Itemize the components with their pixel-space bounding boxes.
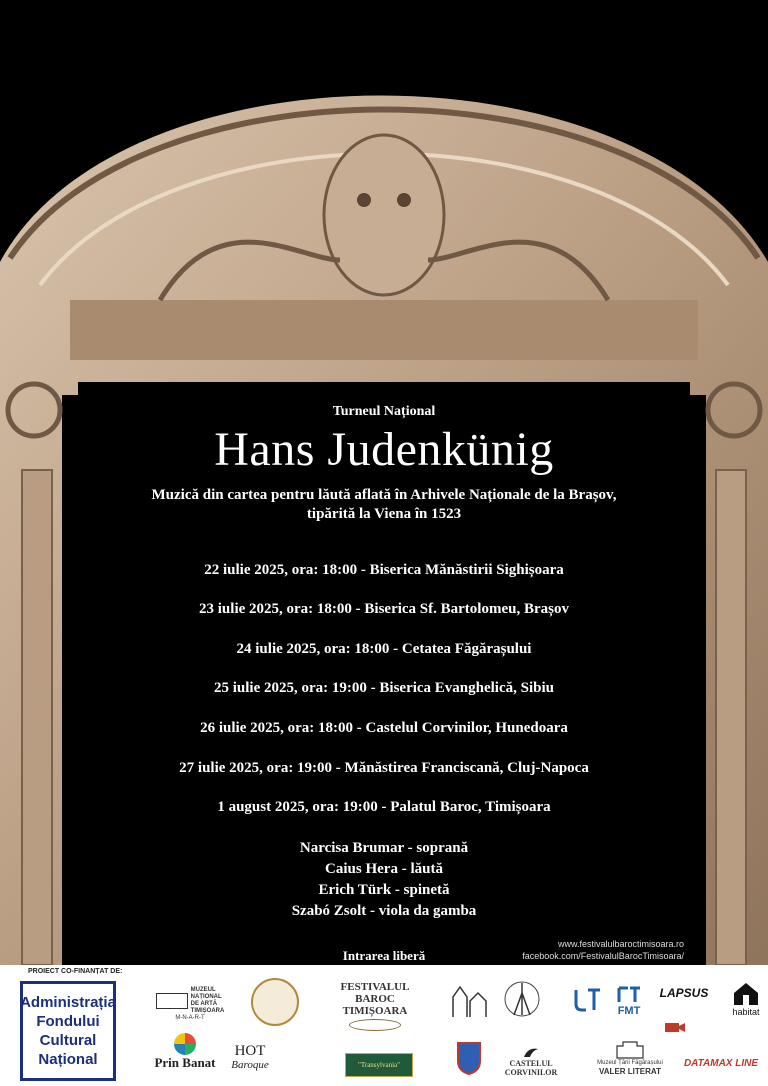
page-title: Hans Judenkünig	[214, 423, 554, 476]
fmt-mark-icon	[616, 985, 642, 1005]
facebook-link[interactable]: facebook.com/FestivalulBarocTimisoara/	[522, 951, 684, 961]
festival-logo	[325, 981, 425, 1031]
fmt-label: FMT	[617, 1005, 641, 1017]
valer-literat-logo	[590, 1037, 670, 1079]
afcn-logo	[20, 981, 116, 1081]
munart-logo	[150, 983, 230, 1025]
ut-icon	[572, 986, 602, 1012]
church-seal-logo	[250, 977, 300, 1027]
valer-line-1: Muzeul Țării Făgărașului	[597, 1060, 663, 1066]
datamax-label: DATAMAX LINE	[683, 1057, 759, 1069]
event-item: 25 iulie 2025, ora: 19:00 - Biserica Evanghelică, Sibiu	[214, 680, 554, 696]
church-sketch-icon	[448, 979, 488, 1019]
web-links	[522, 938, 684, 962]
lapsus-label: LAPSUS	[659, 986, 709, 1000]
ut-logo	[570, 979, 604, 1019]
fmt-logo	[612, 979, 646, 1023]
habitat-logo	[726, 977, 766, 1021]
event-item: 23 iulie 2025, ora: 18:00 - Biserica Sf. Bartolomeu, Brașov	[199, 601, 569, 617]
castelul-corvinilor-logo	[486, 1043, 576, 1079]
raven-icon	[522, 1045, 540, 1059]
munart-line: DE ARTĂ	[190, 1000, 218, 1007]
event-item: 1 august 2025, ora: 19:00 - Palatul Baroc, Timișoara	[217, 799, 551, 815]
website-link[interactable]: www.festivalulbaroctimisoara.ro	[557, 939, 684, 949]
afcn-line: Național	[38, 1051, 98, 1068]
county-crest-logo	[452, 1037, 486, 1079]
description-line-1: Muzică din cartea pentru lăută aflată în Arhivele Naționale de la Brașov,	[151, 487, 617, 503]
cast-member: Narcisa Brumar - soprană	[299, 840, 469, 856]
church-circle-logo	[497, 977, 547, 1021]
munart-line: NAȚIONAL	[190, 993, 222, 1000]
tour-subtitle: Turneul Național	[332, 404, 436, 419]
tour-description	[98, 486, 670, 524]
afcn-line: Administrația	[20, 994, 116, 1011]
fortress-icon	[615, 1040, 645, 1060]
transylvania-logo	[345, 1053, 413, 1077]
baroque-label: Baroque	[231, 1058, 269, 1071]
habitat-label: habitat	[732, 1007, 760, 1017]
munart-mark: M-N-A-R-T	[175, 1014, 205, 1021]
habitat-house-icon	[732, 981, 760, 1007]
festival-line-2: TIMIȘOARA	[342, 1005, 408, 1017]
afcn-line: Cultural	[39, 1032, 97, 1049]
hot-baroque-logo	[218, 1035, 282, 1079]
festival-line-1: FESTIVALUL BAROC	[340, 981, 410, 1005]
afcn-line: Fondului	[36, 1013, 100, 1030]
castelul-label: CASTELUL CORVINILOR	[504, 1059, 558, 1077]
munart-line: TIMIȘOARA	[190, 1007, 225, 1014]
transylvania-label: "Transylvania"	[357, 1061, 400, 1069]
event-item: 22 iulie 2025, ora: 18:00 - Biserica Mănăstirii Sighișoara	[204, 562, 564, 578]
flower-icon	[174, 1033, 196, 1055]
camera-icon	[663, 1018, 687, 1034]
datamax-logo	[680, 1053, 762, 1073]
cast-member: Caius Hera - lăută	[325, 861, 443, 877]
munart-mark-icon	[156, 993, 188, 1009]
prin-banat-logo	[150, 1029, 220, 1075]
cofinance-label: PROIECT CO-FINANȚAT DE:	[28, 968, 123, 975]
munart-line: MUZEUL	[190, 986, 216, 993]
description-line-2: tipărită la Viena în 1523	[306, 506, 462, 522]
festival-emblem-icon	[349, 1019, 401, 1031]
production-logo	[650, 1013, 700, 1039]
event-item: 26 iulie 2025, ora: 18:00 - Castelul Corvinilor, Hunedoara	[200, 720, 568, 736]
cast-member: Szabó Zsolt - viola da gamba	[291, 903, 477, 919]
event-item: 27 iulie 2025, ora: 19:00 - Mănăstirea Franciscană, Cluj-Napoca	[179, 760, 589, 776]
sponsor-footer	[0, 965, 768, 1086]
crest-shield-icon	[456, 1041, 482, 1075]
lapsus-logo	[654, 983, 714, 1003]
event-item: 24 iulie 2025, ora: 18:00 - Cetatea Făgărașului	[236, 641, 532, 657]
cast-list	[78, 838, 690, 922]
concert-info-panel	[78, 382, 690, 965]
prin-banat-label: Prin Banat	[154, 1055, 216, 1070]
free-entry-note: Intrarea liberă	[342, 948, 426, 963]
valer-line-2: VALER LITERAT	[599, 1067, 661, 1076]
town-sketch-logo	[446, 977, 490, 1021]
hot-label: HOT	[234, 1042, 266, 1059]
cast-member: Erich Türk - spinetă	[318, 882, 450, 898]
seal-icon	[251, 978, 299, 1026]
steeple-icon	[500, 979, 544, 1019]
